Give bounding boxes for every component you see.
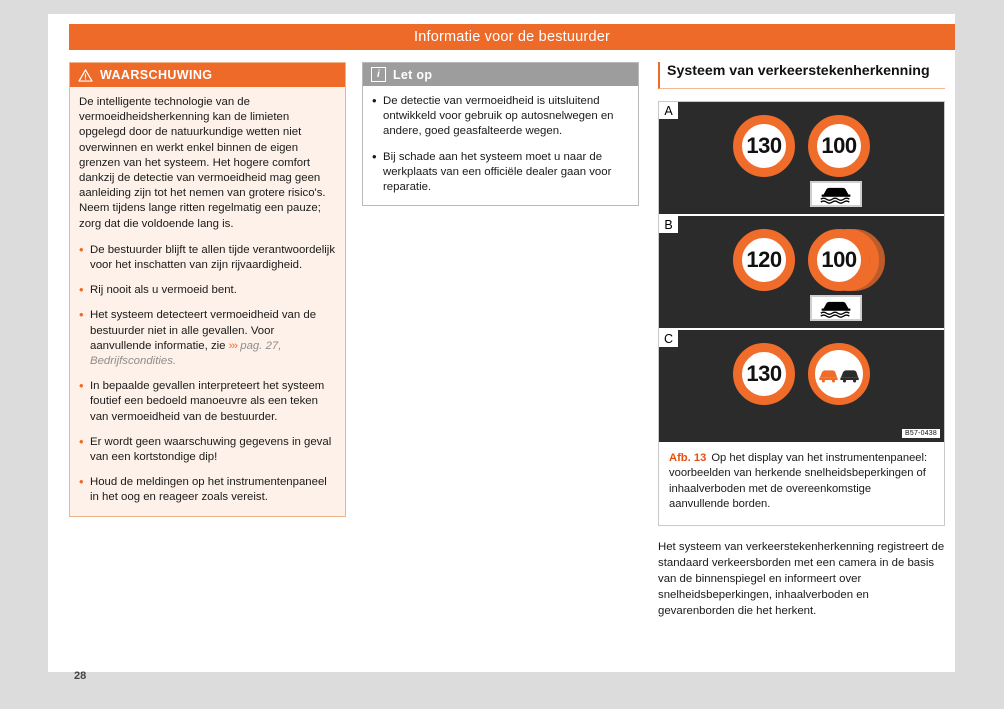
figure-panel-a-label: A	[659, 102, 678, 119]
warning-bullet-4: • In bepaalde gevallen interpreteert het systeem foutief een bedoeld manoeuvre als een teken van vermoeidheid van de bestuurder.	[79, 379, 336, 425]
sign-wrap-c1	[733, 343, 795, 405]
figure-panel-a	[659, 102, 944, 214]
warning-bullet-2: • Rij nooit als u vermoeid bent.	[79, 283, 336, 298]
sign-wrap-a1	[733, 115, 795, 177]
note-box-title: Let op	[393, 67, 433, 82]
warning-bullet-6: • Houd de meldingen op het instrumentenpaneel in het oog en reageer zoals vereist.	[79, 475, 336, 505]
page-number: 28	[74, 670, 87, 682]
warning-box-header	[70, 63, 345, 87]
wet-road-icon	[810, 181, 862, 207]
warning-box	[69, 62, 346, 517]
section-body-text: Het systeem van verkeerstekenherkenning registreert de standaard verkeersborden met een camera in de basis van de binnenspiegel en informeert over snelheidsbeperkingen, inhaalverboden en gevarenborden die het herkent.	[658, 540, 945, 617]
figure-caption-label: Afb. 13	[669, 452, 707, 464]
warning-intro-paragraph: De intelligente technologie van de vermoeidheidsherkenning kan de limieten opgelegd door de natuurkundige wetten niet overwinnen en werkt enkel binnen de eigen grenzen van het systeem. Het hogere comfort dankzij de detectie van vermoeidheid mag geen aanleiding zijn tot het nemen van grotere risico's. Neem tijdens lange ritten regelmatig een pauze; zorg dat die voldoende lang is.	[79, 96, 326, 230]
figure-caption-text: Op het display van het instrumentenpaneel: voorbeelden van herkende snelheidsbeperkingen of inhaalverboden met de overeenkomstige aanvullende borden.	[669, 452, 928, 511]
note-bullet-list	[372, 94, 629, 195]
sign-wrap-a2	[808, 115, 870, 177]
figure-panel-b-signs	[659, 229, 944, 291]
cross-reference-link[interactable]: pag. 27, Bedrijfscondities.	[90, 339, 282, 368]
page-header-banner	[69, 24, 955, 50]
note-box-body	[363, 86, 638, 205]
section-heading: Systeem van verkeerstekenherkenning	[658, 62, 945, 89]
sign-wrap-b1	[733, 229, 795, 291]
figure-panel-b	[659, 214, 944, 328]
figure-caption	[659, 442, 944, 525]
manual-page	[48, 14, 955, 682]
no-overtaking-icon	[808, 343, 870, 405]
figure-13	[658, 101, 945, 526]
figure-panel-c	[659, 328, 944, 442]
page-header-title: Informatie voor de bestuurder	[413, 29, 610, 45]
middle-column	[362, 62, 639, 206]
note-bullet-2: • Bij schade aan het systeem moet u naar de werkplaats van een officiële dealer gaan voor reparatie.	[372, 150, 629, 196]
speed-limit-sign: 130	[733, 115, 795, 177]
left-column	[69, 62, 346, 517]
warning-box-body	[70, 87, 345, 516]
sign-wrap-c2	[808, 343, 870, 405]
speed-limit-sign: 100	[808, 229, 870, 291]
warning-bullet-3	[79, 308, 336, 369]
note-box	[362, 62, 639, 206]
figure-panel-c-signs	[659, 343, 944, 405]
cross-reference-arrow-icon: ›››	[228, 339, 238, 352]
speed-limit-sign: 100	[808, 115, 870, 177]
speed-limit-sign: 130	[733, 343, 795, 405]
warning-box-title: WAARSCHUWING	[100, 68, 213, 82]
figure-panel-b-label: B	[659, 216, 678, 233]
warning-triangle-icon	[78, 69, 93, 82]
sign-wrap-b2	[808, 229, 870, 291]
warning-bullet-1: • De bestuurder blijft te allen tijde verantwoordelijk voor het inschatten van zijn rijvaardigheid.	[79, 243, 336, 273]
warning-bullet-3-text: Het systeem detecteert vermoeidheid van de bestuurder niet in alle gevallen. Voor aanvullende informatie, zie	[90, 309, 317, 352]
figure-image-code: B57-0438	[902, 429, 940, 438]
figure-panel-c-label: C	[659, 330, 678, 347]
note-box-header	[363, 63, 638, 86]
right-column	[658, 62, 945, 619]
wet-road-icon	[810, 295, 862, 321]
warning-bullet-5: • Er wordt geen waarschuwing gegevens in geval van een kortstondige dip!	[79, 435, 336, 465]
info-icon: i	[371, 67, 386, 82]
warning-bullet-list	[79, 243, 336, 506]
speed-limit-sign: 120	[733, 229, 795, 291]
note-bullet-1: • De detectie van vermoeidheid is uitsluitend ontwikkeld voor gebruik op autosnelwegen en andere, goed geasfalteerde wegen.	[372, 94, 629, 140]
figure-panel-a-signs	[659, 115, 944, 177]
